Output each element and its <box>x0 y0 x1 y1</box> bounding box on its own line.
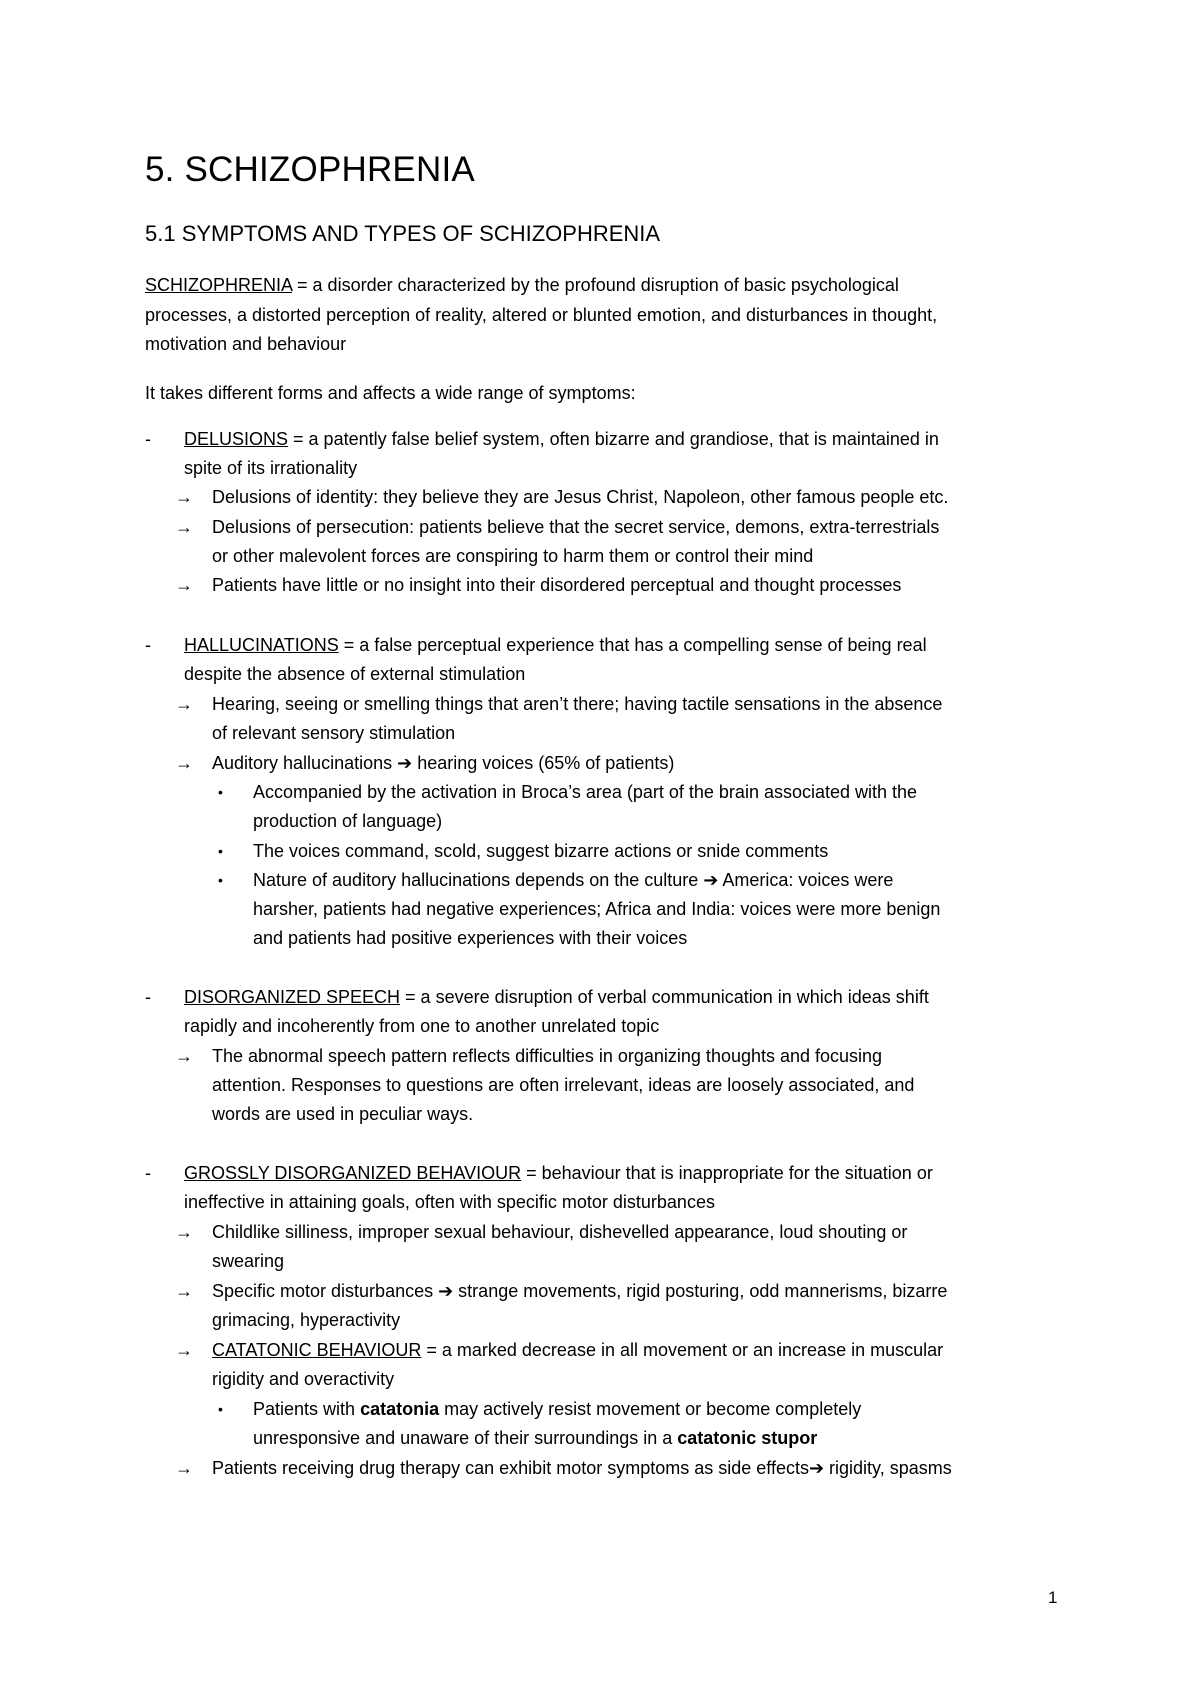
behaviour-line-1: GROSSLY DISORGANIZED BEHAVIOUR = behaviour that is inappropriate for the situation or <box>184 1163 933 1183</box>
catatonia-line-1: Patients with catatonia may actively resist movement or become completely <box>253 1399 862 1419</box>
arrow-bullet: → <box>175 1458 193 1478</box>
hallucinations-sensory-line-2: of relevant sensory stimulation <box>212 723 456 743</box>
definition-line-2: processes, a distorted perception of reality, altered or blunted emotion, and disturbances in thought, <box>145 305 938 325</box>
broca-line-1: Accompanied by the activation in Broca’s area (part of the brain associated with the <box>253 782 918 802</box>
broca-line-2: production of language) <box>253 811 443 831</box>
silliness-line-1: Childlike silliness, improper sexual behaviour, dishevelled appearance, loud shouting or <box>212 1222 908 1242</box>
dash-bullet: - <box>145 635 151 655</box>
chapter-title: 5. SCHIZOPHRENIA <box>145 150 475 189</box>
speech-pattern-line-2: attention. Responses to questions are often irrelevant, ideas are loosely associated, and <box>212 1075 915 1095</box>
delusions-persecution-line-1: Delusions of persecution: patients believe that the secret service, demons, extra-terrestrials <box>212 517 940 537</box>
catatonia-line-2: unresponsive and unaware of their surroundings in a catatonic stupor <box>253 1428 818 1448</box>
delusions-identity: Delusions of identity: they believe they are Jesus Christ, Napoleon, other famous people etc. <box>212 487 949 507</box>
arrow-bullet: → <box>175 753 193 773</box>
section-heading: 5.1 SYMPTOMS AND TYPES OF SCHIZOPHRENIA <box>145 221 661 246</box>
behaviour-term: GROSSLY DISORGANIZED BEHAVIOUR <box>184 1163 522 1183</box>
delusions-line-2: spite of its irrationality <box>184 458 358 478</box>
hallucinations-line-2: despite the absence of external stimulation <box>184 664 526 684</box>
round-bullet: • <box>218 843 223 859</box>
dash-bullet: - <box>145 429 151 449</box>
delusions-insight: Patients have little or no insight into their disordered perceptual and thought processes <box>212 575 902 595</box>
arrow-bullet: → <box>175 694 193 714</box>
speech-line-2: rapidly and incoherently from one to another unrelated topic <box>184 1016 660 1036</box>
delusions-line-1: DELUSIONS = a patently false belief system, often bizarre and grandiose, that is maintained in <box>184 429 939 449</box>
speech-pattern-line-1: The abnormal speech pattern reflects difficulties in organizing thoughts and focusing <box>212 1046 883 1066</box>
catatonia-bold: catatonia <box>360 1399 440 1419</box>
culture-line-1: Nature of auditory hallucinations depends on the culture ➔ America: voices were <box>253 870 894 890</box>
arrow-bullet: → <box>175 1222 193 1242</box>
motor-line-2: grimacing, hyperactivity <box>212 1310 401 1330</box>
arrow-bullet: → <box>175 575 193 595</box>
arrow-bullet: → <box>175 1046 193 1066</box>
definition-line-1: SCHIZOPHRENIA = a disorder characterized by the profound disruption of basic psychological <box>145 275 899 295</box>
arrow-bullet: → <box>175 487 193 507</box>
catatonic-term: CATATONIC BEHAVIOUR <box>212 1340 422 1360</box>
speech-line-1: DISORGANIZED SPEECH = a severe disruption of verbal communication in which ideas shift <box>184 987 929 1007</box>
round-bullet: • <box>218 784 223 800</box>
hallucinations-sensory-line-1: Hearing, seeing or smelling things that aren’t there; having tactile sensations in the absence <box>212 694 943 714</box>
hallucinations-line-1: HALLUCINATIONS = a false perceptual experience that has a compelling sense of being real <box>184 635 927 655</box>
round-bullet: • <box>218 1401 223 1417</box>
hallucinations-auditory: Auditory hallucinations ➔ hearing voices (65% of patients) <box>212 753 675 773</box>
page-number: 1 <box>1048 1588 1058 1607</box>
dash-bullet: - <box>145 1163 151 1183</box>
delusions-persecution-line-2: or other malevolent forces are conspiring to harm them or control their mind <box>212 546 814 566</box>
definition-term: SCHIZOPHRENIA <box>145 275 293 295</box>
drug-therapy-line: Patients receiving drug therapy can exhibit motor symptoms as side effects➔ rigidity, spasms <box>212 1458 952 1478</box>
definition-line-3: motivation and behaviour <box>145 334 347 354</box>
arrow-bullet: → <box>175 517 193 537</box>
culture-line-2: harsher, patients had negative experiences; Africa and India: voices were more benign <box>253 899 941 919</box>
dash-bullet: - <box>145 987 151 1007</box>
behaviour-line-2: ineffective in attaining goals, often with specific motor disturbances <box>184 1192 715 1212</box>
catatonic-line-1: CATATONIC BEHAVIOUR = a marked decrease in all movement or an increase in muscular <box>212 1340 944 1360</box>
culture-line-3: and patients had positive experiences with their voices <box>253 928 688 948</box>
catatonic-stupor-bold: catatonic stupor <box>677 1428 818 1448</box>
speech-pattern-line-3: words are used in peculiar ways. <box>212 1104 474 1124</box>
silliness-line-2: swearing <box>212 1251 285 1271</box>
voices-command: The voices command, scold, suggest bizarre actions or snide comments <box>253 841 829 861</box>
arrow-bullet: → <box>175 1340 193 1360</box>
delusions-term: DELUSIONS <box>184 429 289 449</box>
motor-line-1: Specific motor disturbances ➔ strange movements, rigid posturing, odd mannerisms, bizarre <box>212 1281 948 1301</box>
intro-paragraph: It takes different forms and affects a wide range of symptoms: <box>145 383 636 403</box>
hallucinations-term: HALLUCINATIONS <box>184 635 339 655</box>
arrow-bullet: → <box>175 1281 193 1301</box>
speech-term: DISORGANIZED SPEECH <box>184 987 401 1007</box>
catatonic-line-2: rigidity and overactivity <box>212 1369 395 1389</box>
round-bullet: • <box>218 872 223 888</box>
